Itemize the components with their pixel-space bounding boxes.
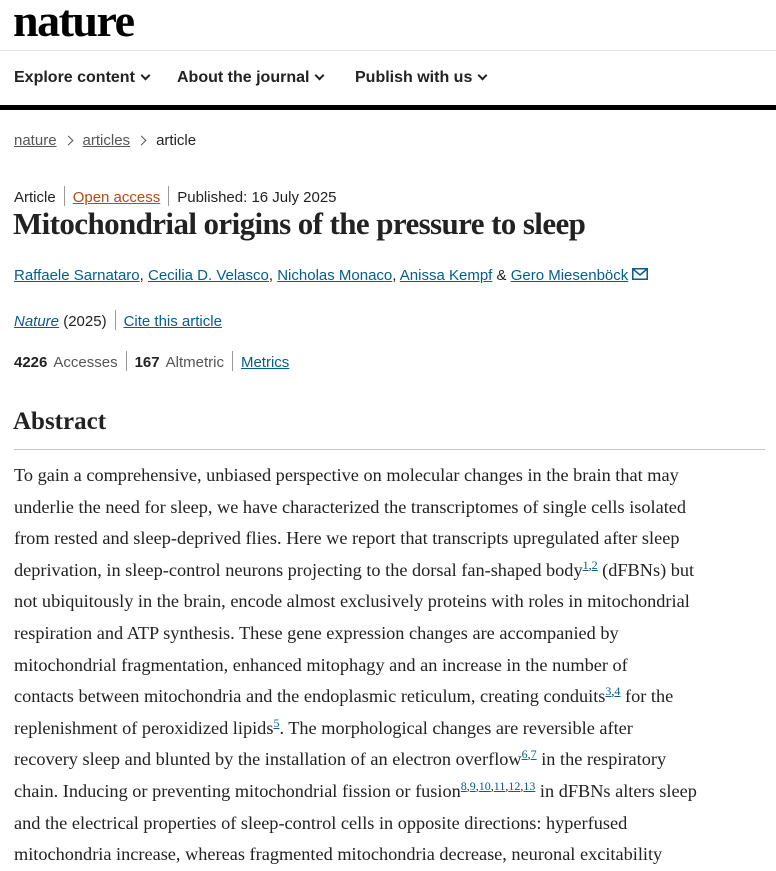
reference-link[interactable]: 7 (530, 747, 537, 762)
nav-publish-with-us[interactable] (355, 69, 486, 87)
metrics-link[interactable]: Metrics (240, 353, 290, 371)
author-list (14, 267, 648, 284)
altmetric-label: Altmetric (165, 353, 224, 371)
publication-year: (2025) (63, 312, 107, 330)
ref-separator: , (588, 557, 592, 572)
chevron-down-icon (140, 71, 150, 81)
reference-link[interactable]: 6 (521, 747, 528, 762)
breadcrumb (14, 132, 196, 149)
abstract-line: underlie the need for sleep, we have characterized the transcriptomes of single cells isolated (14, 496, 687, 517)
nav-explore-content[interactable] (14, 69, 149, 87)
abstract-text-segment: (dFBNs) but (597, 559, 695, 580)
abstract-line: To gain a comprehensive, unbiased perspective on molecular changes in the brain that may (14, 465, 679, 485)
citation-refs (461, 779, 536, 793)
abstract-line: mitochondrial fragmentation, enhanced mitophagy and an increase in the number of (14, 654, 628, 675)
breadcrumb-nature[interactable]: nature (14, 132, 57, 149)
abstract-line (14, 776, 774, 808)
ref-separator: , (466, 778, 470, 793)
accesses-label: Accesses (53, 353, 118, 371)
site-header (0, 0, 776, 51)
reference-link[interactable]: 3 (605, 684, 612, 699)
nature-logo[interactable]: nature (13, 0, 134, 46)
author-link[interactable]: Gero Miesenböck (510, 267, 629, 284)
mail-icon[interactable] (632, 268, 648, 280)
abstract-heading: Abstract (13, 408, 107, 435)
divider (168, 186, 169, 206)
ref-separator: , (611, 684, 615, 699)
reference-link[interactable]: 13 (523, 778, 536, 793)
open-access-link[interactable]: Open access (72, 188, 161, 206)
breadcrumb-current: article (156, 132, 197, 149)
reference-link[interactable]: 8 (460, 778, 467, 793)
abstract-text-segment: replenishment of peroxidized lipids (14, 717, 274, 738)
reference-link[interactable]: 2 (591, 557, 598, 572)
author-link[interactable]: Anissa Kempf (399, 267, 493, 284)
ref-separator: , (505, 778, 509, 793)
nav-about-journal-label: About the journal (177, 69, 310, 86)
reference-link[interactable]: 1 (582, 557, 589, 572)
reference-link[interactable]: 10 (478, 778, 491, 793)
article-title: Mitochondrial origins of the pressure to sleep (13, 206, 586, 241)
citation-refs (583, 558, 598, 572)
ref-separator: , (520, 778, 524, 793)
breadcrumb-articles[interactable]: articles (82, 132, 131, 149)
nav-about-journal[interactable] (177, 69, 323, 87)
chevron-down-icon (478, 71, 488, 81)
abstract-text-segment: in the respiratory (536, 749, 667, 770)
author-ampersand: & (496, 267, 507, 284)
divider (232, 351, 233, 371)
nav-divider (0, 105, 776, 110)
abstract-line (14, 713, 774, 745)
ref-separator: , (475, 778, 479, 793)
nav-explore-content-label: Explore content (14, 69, 135, 86)
abstract-text-segment: chain. Inducing or preventing mitochondrial fission or fusion (14, 780, 461, 801)
article-metrics (14, 353, 289, 373)
abstract-text-segment: contacts between mitochondria and the endoplasmic reticulum, creating conduits (14, 686, 606, 707)
author-link[interactable]: Cecilia D. Velasco (147, 267, 269, 284)
abstract-text-segment: deprivation, in sleep-control neurons projecting to the dorsal fan-shaped body (14, 559, 583, 580)
journal-link[interactable]: Nature (14, 312, 60, 330)
accesses-count: 4226 (14, 353, 48, 371)
abstract-text-segment: . The morphological changes are reversible after (279, 717, 633, 738)
article-type: Article (14, 188, 56, 206)
reference-link[interactable]: 11 (493, 778, 506, 793)
ref-separator: , (490, 778, 494, 793)
author-link[interactable]: Nicholas Monaco (277, 267, 393, 284)
article-meta (14, 188, 337, 208)
author-separator: , (392, 267, 397, 284)
divider (126, 351, 127, 371)
citation-refs (605, 684, 620, 698)
altmetric-count: 167 (134, 353, 160, 371)
divider (115, 310, 116, 330)
cite-this-article-link[interactable]: Cite this article (123, 312, 222, 330)
abstract-line: and the electrical properties of sleep-control cells in opposite directions: hyperfused (14, 812, 628, 833)
reference-link[interactable]: 4 (614, 684, 621, 699)
main-nav (0, 51, 776, 105)
abstract-text-segment: for the (620, 686, 674, 707)
reference-link[interactable]: 5 (273, 715, 280, 730)
abstract-text (14, 460, 774, 871)
nav-publish-with-us-label: Publish with us (355, 69, 473, 86)
abstract-line: not ubiquitously in the brain, encode almost exclusively proteins with roles in mitochondrial (14, 591, 690, 612)
abstract-line (14, 555, 774, 587)
abstract-line (14, 744, 774, 776)
abstract-divider (14, 449, 765, 450)
author-separator: , (268, 267, 274, 284)
abstract-line: from rested and sleep-deprived flies. Here we report that transcripts upregulated after sleep (14, 528, 680, 549)
reference-link[interactable]: 9 (469, 778, 476, 793)
abstract-text-segment: in dFBNs alters sleep (535, 780, 697, 801)
abstract-line: mitochondria increase, whereas fragmented mitochondria decrease, neuronal excitability (14, 844, 663, 865)
citation-row (14, 312, 222, 332)
abstract-text-segment: recovery sleep and blunted by the installation of an electron overflow (14, 749, 522, 770)
abstract-line (14, 681, 774, 713)
chevron-down-icon (315, 71, 325, 81)
published-date: Published: 16 July 2025 (177, 188, 337, 206)
reference-link[interactable]: 12 (508, 778, 521, 793)
citation-refs (522, 747, 537, 761)
abstract-line: respiration and ATP synthesis. These gene expression changes are accompanied by (14, 622, 619, 643)
chevron-right-icon (137, 136, 147, 146)
chevron-right-icon (63, 136, 73, 146)
author-separator: , (139, 267, 144, 284)
author-link[interactable]: Raffaele Sarnataro (14, 267, 140, 284)
divider (64, 186, 65, 206)
ref-separator: , (527, 747, 531, 762)
